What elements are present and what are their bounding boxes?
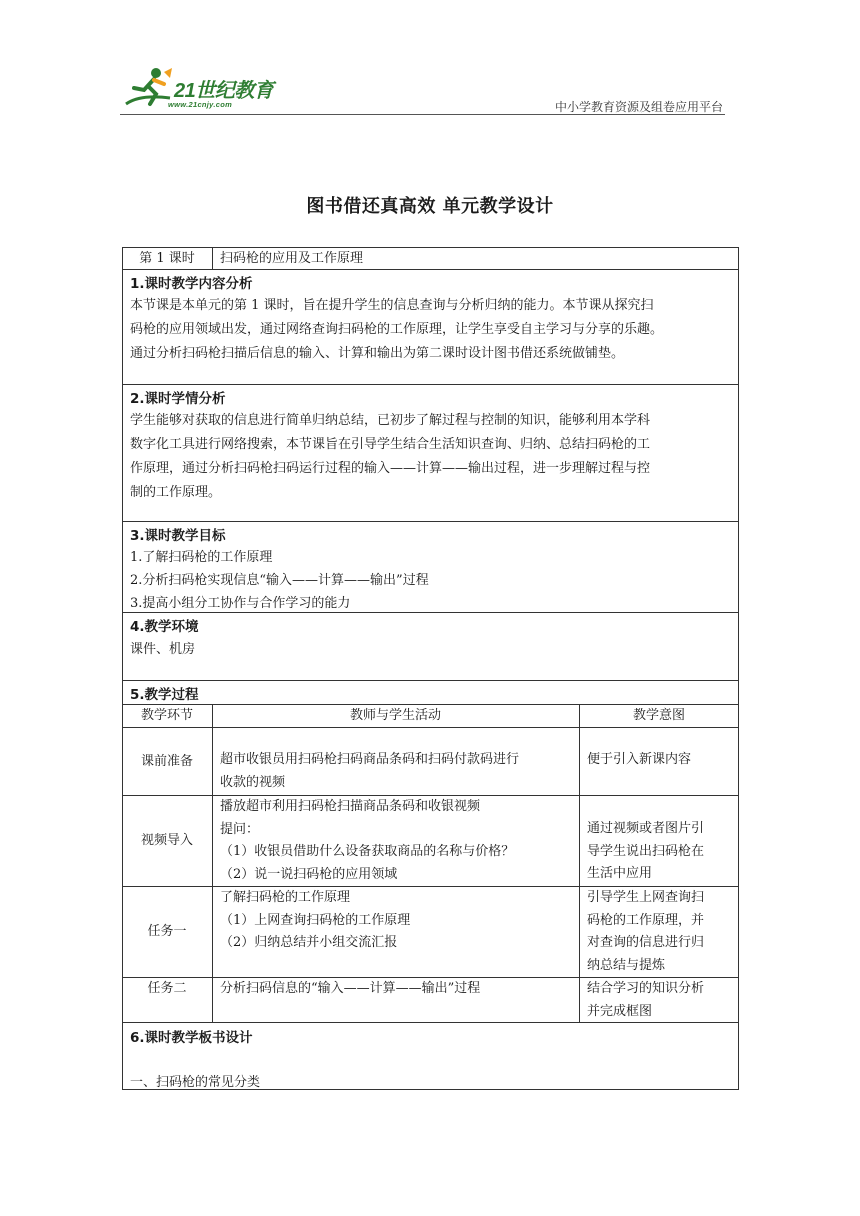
section-title: 3.课时教学目标 — [130, 528, 226, 544]
column-header: 教学意图 — [632, 708, 685, 723]
platform-name: 中小学教育资源及组卷应用平台 — [554, 100, 723, 114]
paragraph-line: 制的工作原理。 — [130, 485, 222, 500]
intent-line: 生活中应用 — [587, 866, 653, 881]
divider — [122, 727, 739, 728]
board-design-line: 一、扫码枪的常见分类 — [130, 1075, 261, 1090]
section-title: 4.教学环境 — [130, 619, 199, 635]
intent-line: 并完成框图 — [587, 1003, 653, 1019]
objective-item: 1.了解扫码枪的工作原理 — [130, 550, 273, 565]
objective-item: 2.分析扫码枪实现信息“输入——计算——输出”过程 — [130, 573, 429, 588]
intent-line: 对查询的信息进行归 — [587, 935, 705, 950]
intent-line: 纳总结与提炼 — [587, 957, 666, 973]
activity-cell — [220, 887, 575, 955]
lesson-label: 第 1 课时 — [139, 251, 195, 266]
stage-cell: 课前准备 — [140, 754, 193, 769]
stage-cell: 任务一 — [147, 924, 187, 939]
paragraph-line: 学生能够对获取的信息进行简单归纳总结，已初步了解过程与控制的知识，能够利用本学科 — [130, 413, 651, 428]
section-title: 6.课时教学板书设计 — [130, 1030, 253, 1046]
activity-line: （2）说一说扫码枪的应用领域 — [220, 866, 398, 882]
environment-text: 课件、机房 — [130, 642, 196, 657]
stage-cell: 视频导入 — [140, 833, 193, 848]
divider — [122, 1022, 739, 1023]
column-header: 教学环节 — [140, 708, 193, 723]
intent-cell — [587, 749, 735, 772]
column-header: 教师与学生活动 — [349, 708, 441, 723]
objective-item: 3.提高小组分工协作与合作学习的能力 — [130, 596, 351, 611]
divider — [122, 680, 739, 681]
paragraph-line: 通过分析扫码枪扫描后信息的输入、计算和输出为第二课时设计图书借还系统做铺垫。 — [130, 346, 625, 361]
activity-line: 超市收银员用扫码枪扫码商品条码和扫码付款码进行 — [220, 752, 520, 767]
intent-line: 导学生说出扫码枪在 — [587, 843, 705, 859]
intent-cell — [587, 887, 735, 977]
logo-url: www.21cnjy.com — [168, 100, 233, 109]
intent-line: 码枪的工作原理，并 — [587, 912, 705, 928]
intent-line: 引导学生上网查询扫 — [587, 890, 705, 905]
intent-cell — [587, 818, 735, 886]
document-title: 图书借还真高效 单元教学设计 — [306, 196, 554, 217]
divider — [579, 704, 580, 1022]
intent-line: 便于引入新课内容 — [587, 752, 692, 767]
activity-line: （1）收银员借助什么设备获取商品的名称与价格？ — [220, 844, 515, 859]
page-header — [120, 64, 725, 116]
activity-line: （2）归纳总结并小组交流汇报 — [220, 935, 398, 950]
divider — [212, 247, 213, 269]
paragraph-line: 数字化工具进行网络搜索，本节课旨在引导学生结合生活知识查询、归纳、总结扫码枪的工 — [130, 437, 651, 452]
activity-line: 分析扫码信息的“输入——计算——输出”过程 — [220, 981, 481, 996]
intent-line: 通过视频或者图片引 — [587, 821, 705, 836]
divider — [122, 269, 739, 270]
activity-line: （1）上网查询扫码枪的工作原理 — [220, 912, 411, 928]
activity-line: 播放超市利用扫码枪扫描商品条码和收银视频 — [220, 799, 481, 814]
paragraph-line: 作原理，通过分析扫码枪扫码运行过程的输入——计算——输出过程，进一步理解过程与控 — [130, 461, 651, 476]
section-title: 2.课时学情分析 — [130, 391, 226, 407]
intent-line: 结合学习的知识分析 — [587, 981, 705, 996]
header-divider — [120, 114, 725, 115]
lesson-topic: 扫码枪的应用及工作原理 — [220, 251, 364, 266]
activity-cell — [220, 796, 575, 886]
activity-line: 了解扫码枪的工作原理 — [220, 890, 351, 905]
divider — [122, 521, 739, 522]
divider — [122, 612, 739, 613]
activity-cell — [220, 978, 575, 1001]
logo — [120, 64, 290, 116]
paragraph-line: 码枪的应用领域出发，通过网络查询扫码枪的工作原理，让学生享受自主学习与分享的乐趣。 — [130, 322, 664, 337]
divider — [122, 384, 739, 385]
activity-cell — [220, 749, 575, 794]
section-title: 5.教学过程 — [130, 687, 199, 703]
divider — [212, 704, 213, 1022]
logo-text: 21世纪教育 — [174, 80, 274, 102]
paragraph-line: 本节课是本单元的第 1 课时，旨在提升学生的信息查询与分析归纳的能力。本节课从探究扫 — [130, 298, 654, 313]
activity-line: 收款的视频 — [220, 774, 286, 790]
section-title: 1.课时教学内容分析 — [130, 276, 253, 292]
stage-cell: 任务二 — [147, 981, 187, 996]
activity-line: 提问： — [220, 821, 260, 837]
intent-cell — [587, 978, 735, 1023]
